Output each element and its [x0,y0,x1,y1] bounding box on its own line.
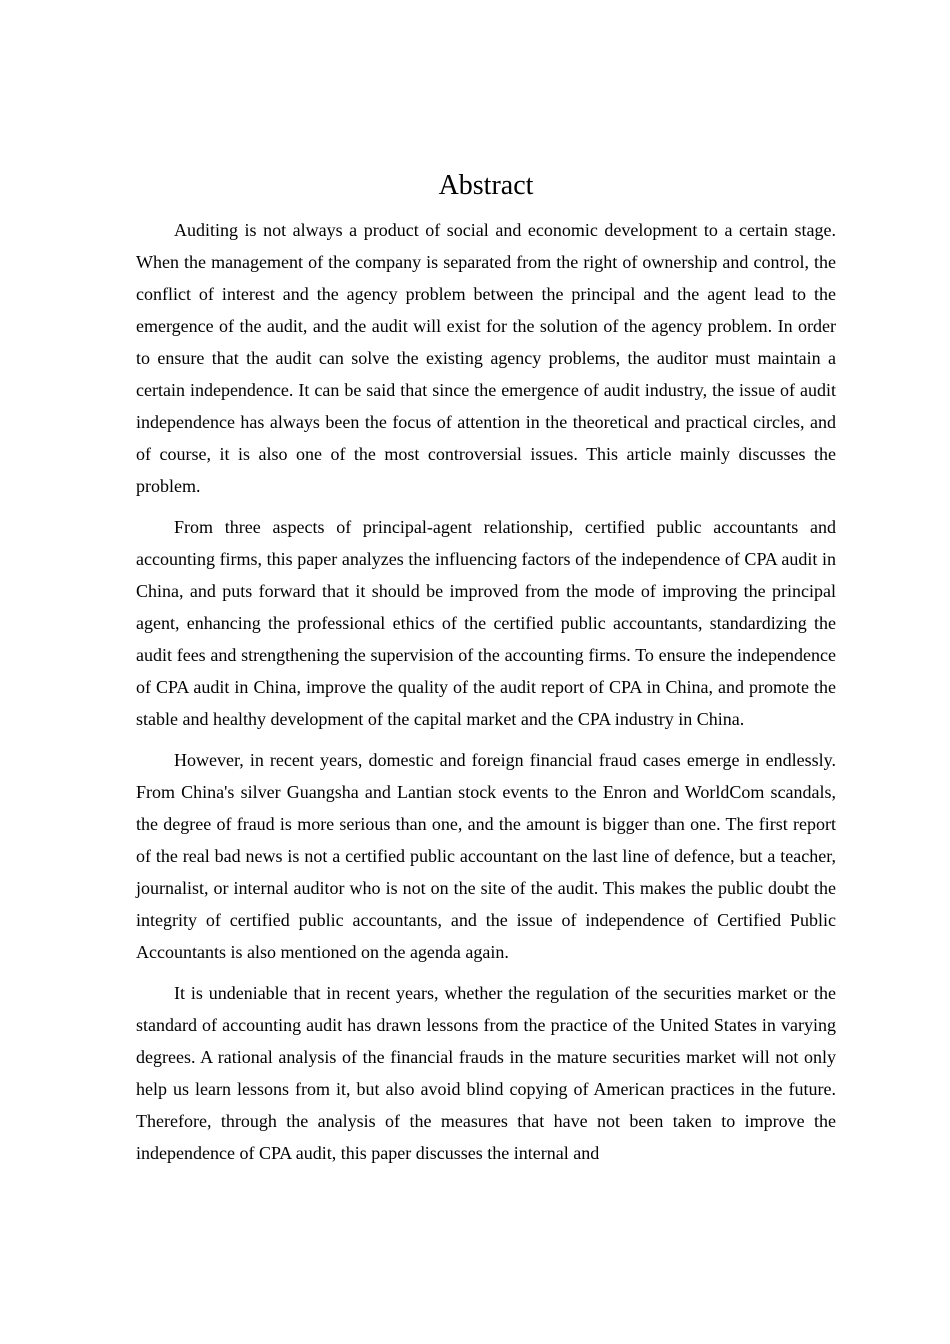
paragraph-3: However, in recent years, domestic and foreign financial fraud cases emerge in endlessly. From China's silver Guangsha and Lantian stock events to the Enron and WorldCom scandals, the degree of fraud is more serious than one, and the amount is bigger than one. The first report of the real bad news is not a certified public accountant on the last line of defence, but a teacher, journalist, or internal auditor who is not on the site of the audit. This makes the public doubt the integrity of certified public accountants, and the issue of independence of Certified Public Accountants is also mentioned on the agenda again. [136,750,836,962]
paragraph-2: From three aspects of principal-agent relationship, certified public accountants and accounting firms, this paper analyzes the influencing factors of the independence of CPA audit in China, and puts forward that it should be improved from the mode of improving the principal agent, enhancing the professional ethics of the certified public accountants, standardizing the audit fees and strengthening the supervision of the accounting firms. To ensure the independence of CPA audit in China, improve the quality of the audit report of CPA in China, and promote the stable and healthy development of the capital market and the CPA industry in China. [136,517,836,729]
paragraph-1: Auditing is not always a product of social and economic development to a certain stage. When the management of the company is separated from the right of ownership and control, the conflict of interest and the agency problem between the principal and the agent lead to the emergence of the audit, and the audit will exist for the solution of the agency problem. In order to ensure that the audit can solve the existing agency problems, the auditor must maintain a certain independence. It can be said that since the emergence of audit industry, the issue of audit independence has always been the focus of attention in the theoretical and practical circles, and of course, it is also one of the most controversial issues. This article mainly discusses the problem. [136,220,836,496]
paragraph-4: It is undeniable that in recent years, whether the regulation of the securities market or the standard of accounting audit has drawn lessons from the practice of the United States in varying degrees. A rational analysis of the financial frauds in the mature securities market will not only help us learn lessons from it, but also avoid blind copying of American practices in the future. Therefore, through the analysis of the measures that have not been taken to improve the independence of CPA audit, this paper discusses the internal and [136,983,836,1163]
page-title: Abstract [438,170,534,201]
document-page [136,166,836,1178]
